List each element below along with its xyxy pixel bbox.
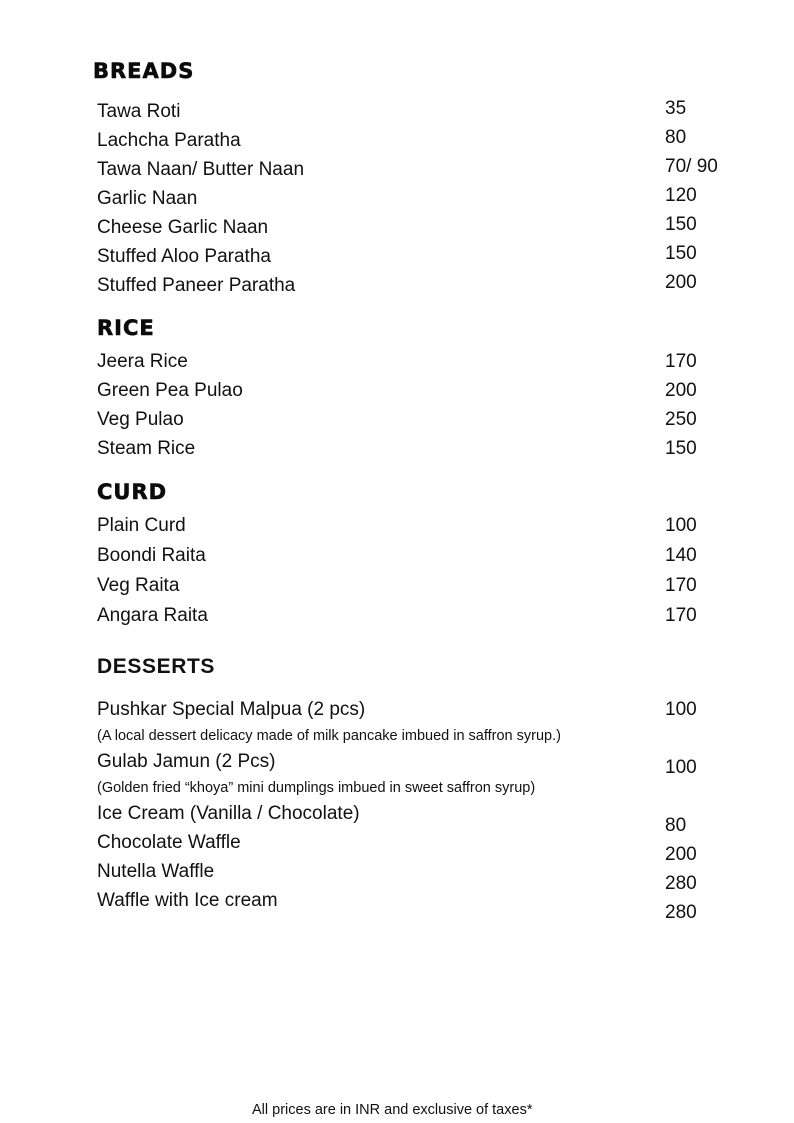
menu-item-name: Stuffed Aloo Paratha bbox=[97, 246, 271, 267]
menu-item-name: Garlic Naan bbox=[97, 188, 198, 209]
menu-item-name: Angara Raita bbox=[97, 605, 208, 626]
menu-item-name: Nutella Waffle bbox=[97, 861, 215, 882]
menu-item-price: 80 bbox=[665, 127, 687, 148]
menu-item-price: 70/ 90 bbox=[665, 156, 718, 177]
menu-item-name: Plain Curd bbox=[97, 515, 186, 536]
menu-item-name: Ice Cream (Vanilla / Chocolate) bbox=[97, 803, 360, 824]
menu-item-name: Boondi Raita bbox=[97, 545, 206, 566]
menu-item-price: 200 bbox=[665, 272, 697, 293]
menu-item-name: Steam Rice bbox=[97, 438, 196, 459]
menu-item-price: 100 bbox=[665, 699, 697, 720]
menu-item-name: Tawa Naan/ Butter Naan bbox=[97, 159, 305, 180]
menu-item-price: 250 bbox=[665, 409, 697, 430]
menu-item-name: Jeera Rice bbox=[97, 351, 188, 372]
menu-item-price: 100 bbox=[665, 515, 697, 536]
menu-item-name: Veg Raita bbox=[97, 575, 180, 596]
menu-item-price: 120 bbox=[665, 185, 697, 206]
menu-item-name: Green Pea Pulao bbox=[97, 380, 243, 401]
menu-item-price: 280 bbox=[665, 873, 697, 894]
menu-item-name: Cheese Garlic Naan bbox=[97, 217, 269, 238]
menu-item-price: 200 bbox=[665, 844, 697, 865]
menu-item-price: 140 bbox=[665, 545, 697, 566]
menu-item-name: Veg Pulao bbox=[97, 409, 184, 430]
footer-note: All prices are in INR and exclusive of taxes* bbox=[252, 1102, 533, 1118]
menu-item-price: 170 bbox=[665, 575, 697, 596]
menu-item-price: 280 bbox=[665, 902, 697, 923]
menu-item-price: 200 bbox=[665, 380, 697, 401]
menu-item-name: Stuffed Paneer Paratha bbox=[97, 275, 296, 296]
menu-item-name: Pushkar Special Malpua (2 pcs) bbox=[97, 699, 366, 720]
menu-item-price: 150 bbox=[665, 243, 697, 264]
menu-item-price: 150 bbox=[665, 214, 697, 235]
menu-item-name: Lachcha Paratha bbox=[97, 130, 241, 151]
menu-item-name: Waffle with Ice cream bbox=[97, 890, 278, 911]
menu-item-name: Chocolate Waffle bbox=[97, 832, 241, 853]
menu-item-price: 170 bbox=[665, 605, 697, 626]
menu-item-price: 80 bbox=[665, 815, 687, 836]
section-heading-breads: BREADS bbox=[93, 59, 195, 83]
menu-item-price: 35 bbox=[665, 98, 687, 119]
menu-item-price: 170 bbox=[665, 351, 697, 372]
menu-item-description: (A local dessert delicacy made of milk pancake imbued in saffron syrup.) bbox=[97, 728, 561, 744]
menu-item-name: Gulab Jamun (2 Pcs) bbox=[97, 751, 276, 772]
menu-item-description: (Golden fried “khoya” mini dumplings imbued in sweet saffron syrup) bbox=[97, 780, 536, 796]
section-heading-curd: CURD bbox=[97, 480, 168, 504]
menu-item-name: Tawa Roti bbox=[97, 101, 181, 122]
section-heading-rice: RICE bbox=[97, 316, 155, 340]
menu-item-price: 150 bbox=[665, 438, 697, 459]
menu-item-price: 100 bbox=[665, 757, 697, 778]
section-heading-desserts: DESSERTS bbox=[97, 655, 215, 678]
